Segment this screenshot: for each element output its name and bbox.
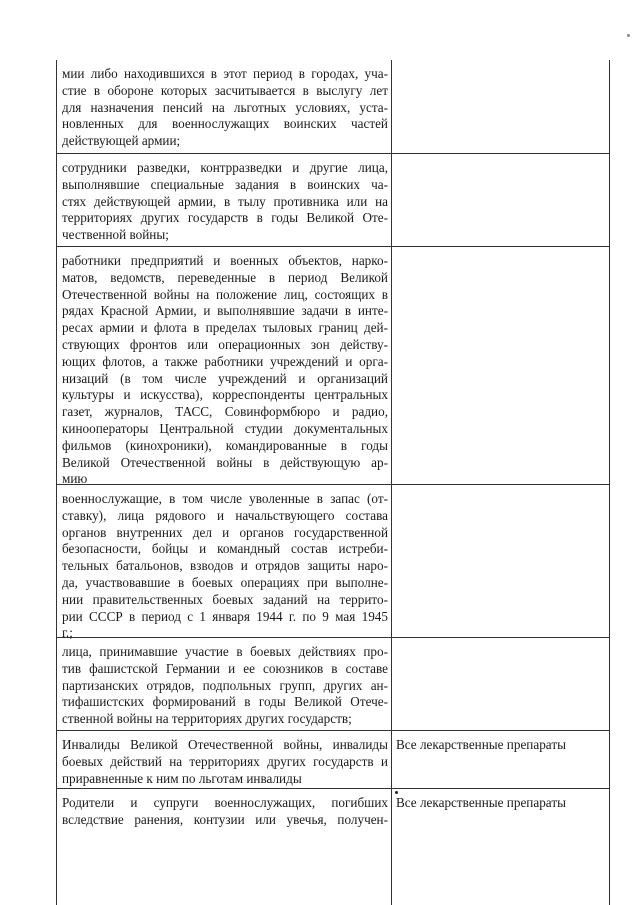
text-line: тельных батальонов, взводов и отрядов защиты наро-: [62, 558, 388, 574]
table-row: [57, 637, 609, 727]
text-line: мию: [62, 471, 88, 487]
text-line: г.;: [62, 625, 73, 641]
text-line: партизанских отрядов, подпольных групп, других ан-: [62, 677, 388, 693]
text-line: чественной войны;: [62, 227, 169, 243]
text-line: боевых действий на территориях других государств и: [62, 753, 388, 769]
table-row: [57, 484, 609, 641]
text-line: ющих флотов, а также работники учреждений и орга-: [62, 353, 388, 369]
category-cell: [62, 644, 388, 728]
text-line: ствующих фронтов или операционных зон действу-: [62, 336, 388, 352]
text-line: органов внутренних дел и органов государственной: [62, 524, 388, 540]
medication-cell: Все лекарственные препараты: [396, 737, 566, 752]
category-cell: [62, 795, 388, 829]
scan-speck: [395, 791, 398, 794]
text-line: для назначения пенсий на льготных условиях, уста-: [62, 99, 388, 115]
text-line: военнослужащие, в том числе уволенные в запас (от-: [62, 491, 388, 506]
category-cell: [62, 66, 388, 150]
text-line: тифашистских формирований в годы Великой Отече-: [62, 694, 388, 710]
category-cell: [62, 491, 388, 642]
text-line: Великой Отечественной войны в действующую ар-: [62, 454, 388, 470]
text-line: территориях других государств в годы Великой Оте-: [62, 210, 388, 226]
table-row: [57, 153, 609, 243]
text-line: кинооператоры Центральной студии документальных: [62, 420, 388, 436]
text-line: матов, ведомств, переведенные в период Великой: [62, 269, 388, 285]
category-cell: [62, 737, 388, 787]
table-row: [57, 788, 609, 827]
scan-speck: [627, 34, 630, 37]
text-line: ственной войны на территориях других государств;: [62, 711, 352, 727]
category-cell: [62, 160, 388, 244]
table-row: [57, 730, 609, 786]
text-line: действующей армии;: [62, 133, 181, 149]
text-line: рядах Красной Армии, и выполнявшие задачи в инте-: [62, 303, 388, 319]
text-line: Отечественной войны на положение лиц, состоящих в: [62, 286, 388, 302]
text-line: низаций (в том числе учреждений и организаций: [62, 370, 388, 386]
text-line: ресах армии и флота в пределах тыловых границ дей-: [62, 320, 388, 336]
text-line: да, участвовавшие в боевых операциях при выполне-: [62, 574, 388, 590]
text-line: газет, журналов, ТАСС, Совинформбюро и радио,: [62, 404, 388, 420]
text-line: культуры и искусства), корреспонденты центральных: [62, 387, 388, 403]
text-line: Инвалиды Великой Отечественной войны, инвалиды: [62, 737, 388, 752]
text-line: выполнявшие специальные задания в воинских ча-: [62, 176, 388, 192]
text-line: стие в обороне которых засчитывается в выслугу лет: [62, 82, 388, 98]
text-line: лица, принимавшие участие в боевых действиях про-: [62, 644, 388, 659]
text-line: ставку), лица рядового и начальствующего состава: [62, 507, 388, 523]
text-line: тив фашистской Германии и ее союзников в составе: [62, 660, 388, 676]
category-cell: [62, 253, 388, 488]
text-line: фильмов (кинохроники), командированные в годы: [62, 437, 388, 453]
table-row: [57, 246, 609, 487]
text-line: Родители и супруги военнослужащих, погибших: [62, 795, 388, 810]
text-line: нии правительственных боевых заданий на террито-: [62, 591, 388, 607]
medication-cell: Все лекарственные препараты: [396, 795, 566, 810]
text-line: мии либо находившихся в этот период в городах, уча-: [62, 66, 388, 81]
benefits-table: [56, 60, 610, 905]
column-divider: [391, 60, 392, 905]
text-line: рии СССР в период с 1 января 1944 г. по 9 мая 1945: [62, 608, 388, 624]
text-line: стях действующей армии, в тылу противника или на: [62, 193, 388, 209]
text-line: работники предприятий и военных объектов, нарко-: [62, 253, 388, 268]
text-line: вследствие ранения, контузии или увечья, получен-: [62, 811, 388, 827]
text-line: новленных для военнослужащих воинских частей: [62, 116, 388, 132]
text-line: безопасности, бойцы и командный состав истреби-: [62, 541, 388, 557]
text-line: приравненные к ним по льготам инвалиды: [62, 770, 302, 786]
text-line: сотрудники разведки, контрразведки и другие лица,: [62, 160, 388, 175]
